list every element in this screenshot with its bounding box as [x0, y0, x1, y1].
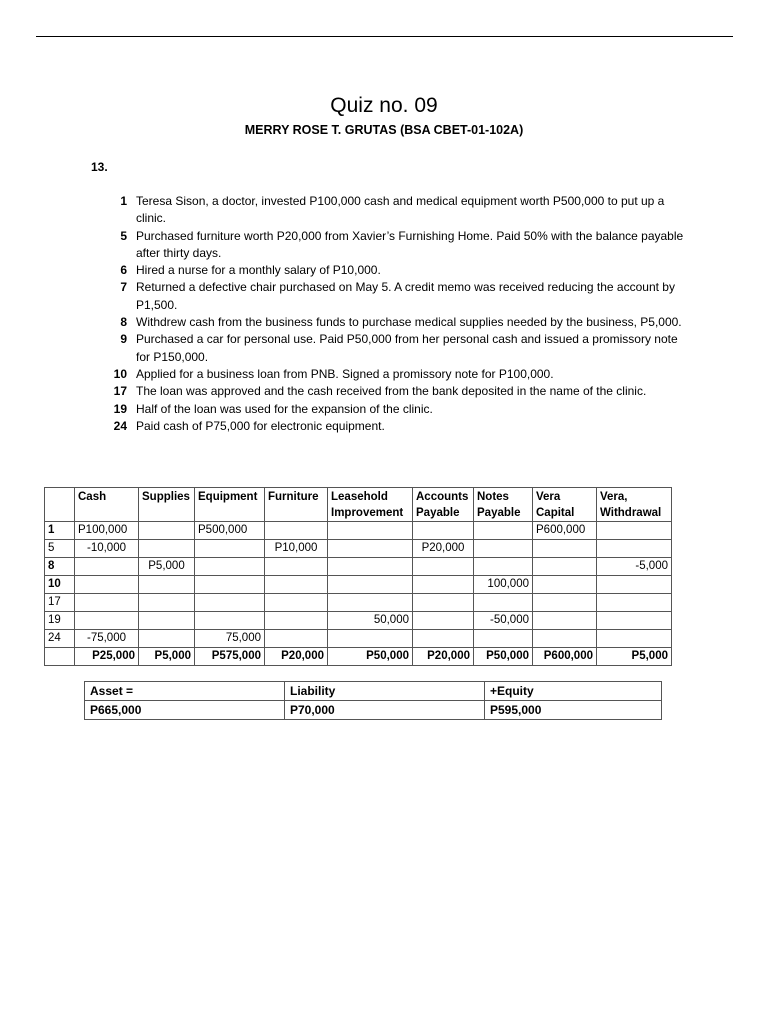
table-row [45, 594, 672, 612]
day-cell: 5 [45, 540, 75, 558]
equation-label: Asset = [85, 682, 285, 701]
header-cell [45, 488, 75, 522]
table-row [45, 612, 672, 630]
table-cell [75, 612, 139, 630]
event-text: Purchased a car for personal use. Paid P50,000 from her personal cash and issued a promissory note for P150,000. [136, 332, 678, 364]
table-cell [265, 594, 328, 612]
table-cell [474, 522, 533, 540]
event-text: Hired a nurse for a monthly salary of P10,000. [136, 263, 381, 278]
table-cell [413, 594, 474, 612]
equation-value: P595,000 [485, 701, 662, 720]
table-cell [533, 594, 597, 612]
table-cell [328, 558, 413, 576]
accounting-equation-table [44, 487, 672, 666]
table-cell [265, 558, 328, 576]
table-cell [413, 576, 474, 594]
table-cell [328, 576, 413, 594]
table-row [45, 540, 672, 558]
table-cell [139, 540, 195, 558]
event-day: 7 [120, 280, 127, 295]
event-day: 10 [113, 366, 127, 381]
event-text: Teresa Sison, a doctor, invested P100,000 cash and medical equipment worth P500,000 to put up a clinic. [136, 194, 665, 226]
list-item [104, 383, 684, 400]
table-cell [139, 630, 195, 648]
table-cell [195, 594, 265, 612]
table-cell [474, 540, 533, 558]
header-cell: Equipment [195, 488, 265, 522]
top-rule [36, 36, 733, 37]
table-cell [413, 630, 474, 648]
header-cell: Cash [75, 488, 139, 522]
table-row [45, 558, 672, 576]
header-cell: Accounts Payable [413, 488, 474, 522]
table-cell [75, 558, 139, 576]
total-cell: P50,000 [474, 648, 533, 666]
total-cell: P5,000 [139, 648, 195, 666]
event-day: 6 [120, 263, 127, 278]
table-cell: -10,000 [75, 540, 139, 558]
total-cell: P5,000 [597, 648, 672, 666]
equation-summary-table [84, 681, 662, 720]
equation-label: Liability [285, 682, 485, 701]
event-text: The loan was approved and the cash received from the bank deposited in the name of the clinic. [136, 384, 647, 399]
header-cell: Supplies [139, 488, 195, 522]
table-cell [139, 522, 195, 540]
table-cell [328, 540, 413, 558]
event-text: Applied for a business loan from PNB. Signed a promissory note for P100,000. [136, 366, 554, 381]
list-item [104, 228, 684, 263]
total-cell: P600,000 [533, 648, 597, 666]
table-cell [533, 576, 597, 594]
table-cell [265, 522, 328, 540]
table-cell: 50,000 [328, 612, 413, 630]
equation-label: +Equity [485, 682, 662, 701]
table-cell: P20,000 [413, 540, 474, 558]
day-cell: 8 [45, 558, 75, 576]
list-item [104, 366, 684, 383]
table-cell: P600,000 [533, 522, 597, 540]
list-item [104, 314, 684, 331]
list-item [104, 331, 684, 366]
question-number: 13. [91, 160, 108, 174]
table-cell [597, 540, 672, 558]
table-cell [413, 558, 474, 576]
event-day: 17 [113, 384, 127, 399]
table-row [45, 576, 672, 594]
table-cell [139, 594, 195, 612]
header-cell: Notes Payable [474, 488, 533, 522]
table-cell [195, 558, 265, 576]
table-cell [195, 612, 265, 630]
day-cell: 1 [45, 522, 75, 540]
list-item [104, 418, 684, 435]
equation-value: P70,000 [285, 701, 485, 720]
table-cell [474, 594, 533, 612]
list-item [104, 262, 684, 279]
transaction-list [104, 193, 684, 435]
event-day: 5 [120, 228, 127, 243]
event-text: Half of the loan was used for the expansion of the clinic. [136, 401, 433, 416]
table-cell [75, 576, 139, 594]
table-cell [139, 576, 195, 594]
table-cell [597, 576, 672, 594]
table-cell: 75,000 [195, 630, 265, 648]
event-text: Paid cash of P75,000 for electronic equipment. [136, 418, 385, 433]
total-cell: P575,000 [195, 648, 265, 666]
table-cell [139, 612, 195, 630]
table-cell [533, 540, 597, 558]
table-cell: -75,000 [75, 630, 139, 648]
event-text: Returned a defective chair purchased on May 5. A credit memo was received reducing the account by P1,500. [136, 280, 675, 312]
table-cell [328, 630, 413, 648]
table-cell: -50,000 [474, 612, 533, 630]
total-cell: P20,000 [413, 648, 474, 666]
table-row [85, 701, 662, 720]
table-cell [265, 612, 328, 630]
header-cell: Vera Capital [533, 488, 597, 522]
table-cell: P10,000 [265, 540, 328, 558]
table-cell [413, 612, 474, 630]
student-name: MERRY ROSE T. GRUTAS (BSA CBET-01-102A) [244, 123, 524, 137]
table-cell [75, 594, 139, 612]
table-cell [597, 612, 672, 630]
table-cell [597, 522, 672, 540]
table-cell: 100,000 [474, 576, 533, 594]
table-row [45, 630, 672, 648]
table-cell [474, 558, 533, 576]
table-cell [195, 540, 265, 558]
list-item [104, 401, 684, 418]
total-cell: P25,000 [75, 648, 139, 666]
day-cell: 19 [45, 612, 75, 630]
table-cell [533, 630, 597, 648]
event-day: 9 [120, 332, 127, 347]
page-title: Quiz no. 09 [330, 94, 438, 117]
header-cell: Furniture [265, 488, 328, 522]
table-cell [597, 594, 672, 612]
table-header-row [45, 488, 672, 522]
table-cell [597, 630, 672, 648]
event-day: 1 [120, 194, 127, 208]
table-cell [474, 630, 533, 648]
table-row [85, 682, 662, 701]
event-text: Purchased furniture worth P20,000 from Xavier’s Furnishing Home. Paid 50% with the balance payable after thirty days. [136, 228, 684, 260]
table-cell [413, 522, 474, 540]
event-text: Withdrew cash from the business funds to purchase medical supplies needed by the business, P5,000. [136, 315, 682, 330]
table-cell [328, 522, 413, 540]
table-cell [265, 576, 328, 594]
table-cell [533, 612, 597, 630]
day-cell: 10 [45, 576, 75, 594]
total-cell [45, 648, 75, 666]
day-cell: 24 [45, 630, 75, 648]
total-cell: P50,000 [328, 648, 413, 666]
table-cell [195, 576, 265, 594]
header-cell: Leasehold Improvement [328, 488, 413, 522]
totals-row [45, 648, 672, 666]
table-cell [533, 558, 597, 576]
table-cell [265, 630, 328, 648]
day-cell: 17 [45, 594, 75, 612]
table-cell: P100,000 [75, 522, 139, 540]
list-item [104, 279, 684, 314]
table-cell: -5,000 [597, 558, 672, 576]
event-day: 19 [113, 401, 127, 416]
table-row [45, 522, 672, 540]
table-cell: P500,000 [195, 522, 265, 540]
list-item [104, 193, 684, 228]
table-cell: P5,000 [139, 558, 195, 576]
table-cell [328, 594, 413, 612]
event-day: 24 [113, 418, 127, 433]
header-cell: Vera, Withdrawal [597, 488, 672, 522]
equation-value: P665,000 [85, 701, 285, 720]
total-cell: P20,000 [265, 648, 328, 666]
event-day: 8 [120, 315, 127, 330]
